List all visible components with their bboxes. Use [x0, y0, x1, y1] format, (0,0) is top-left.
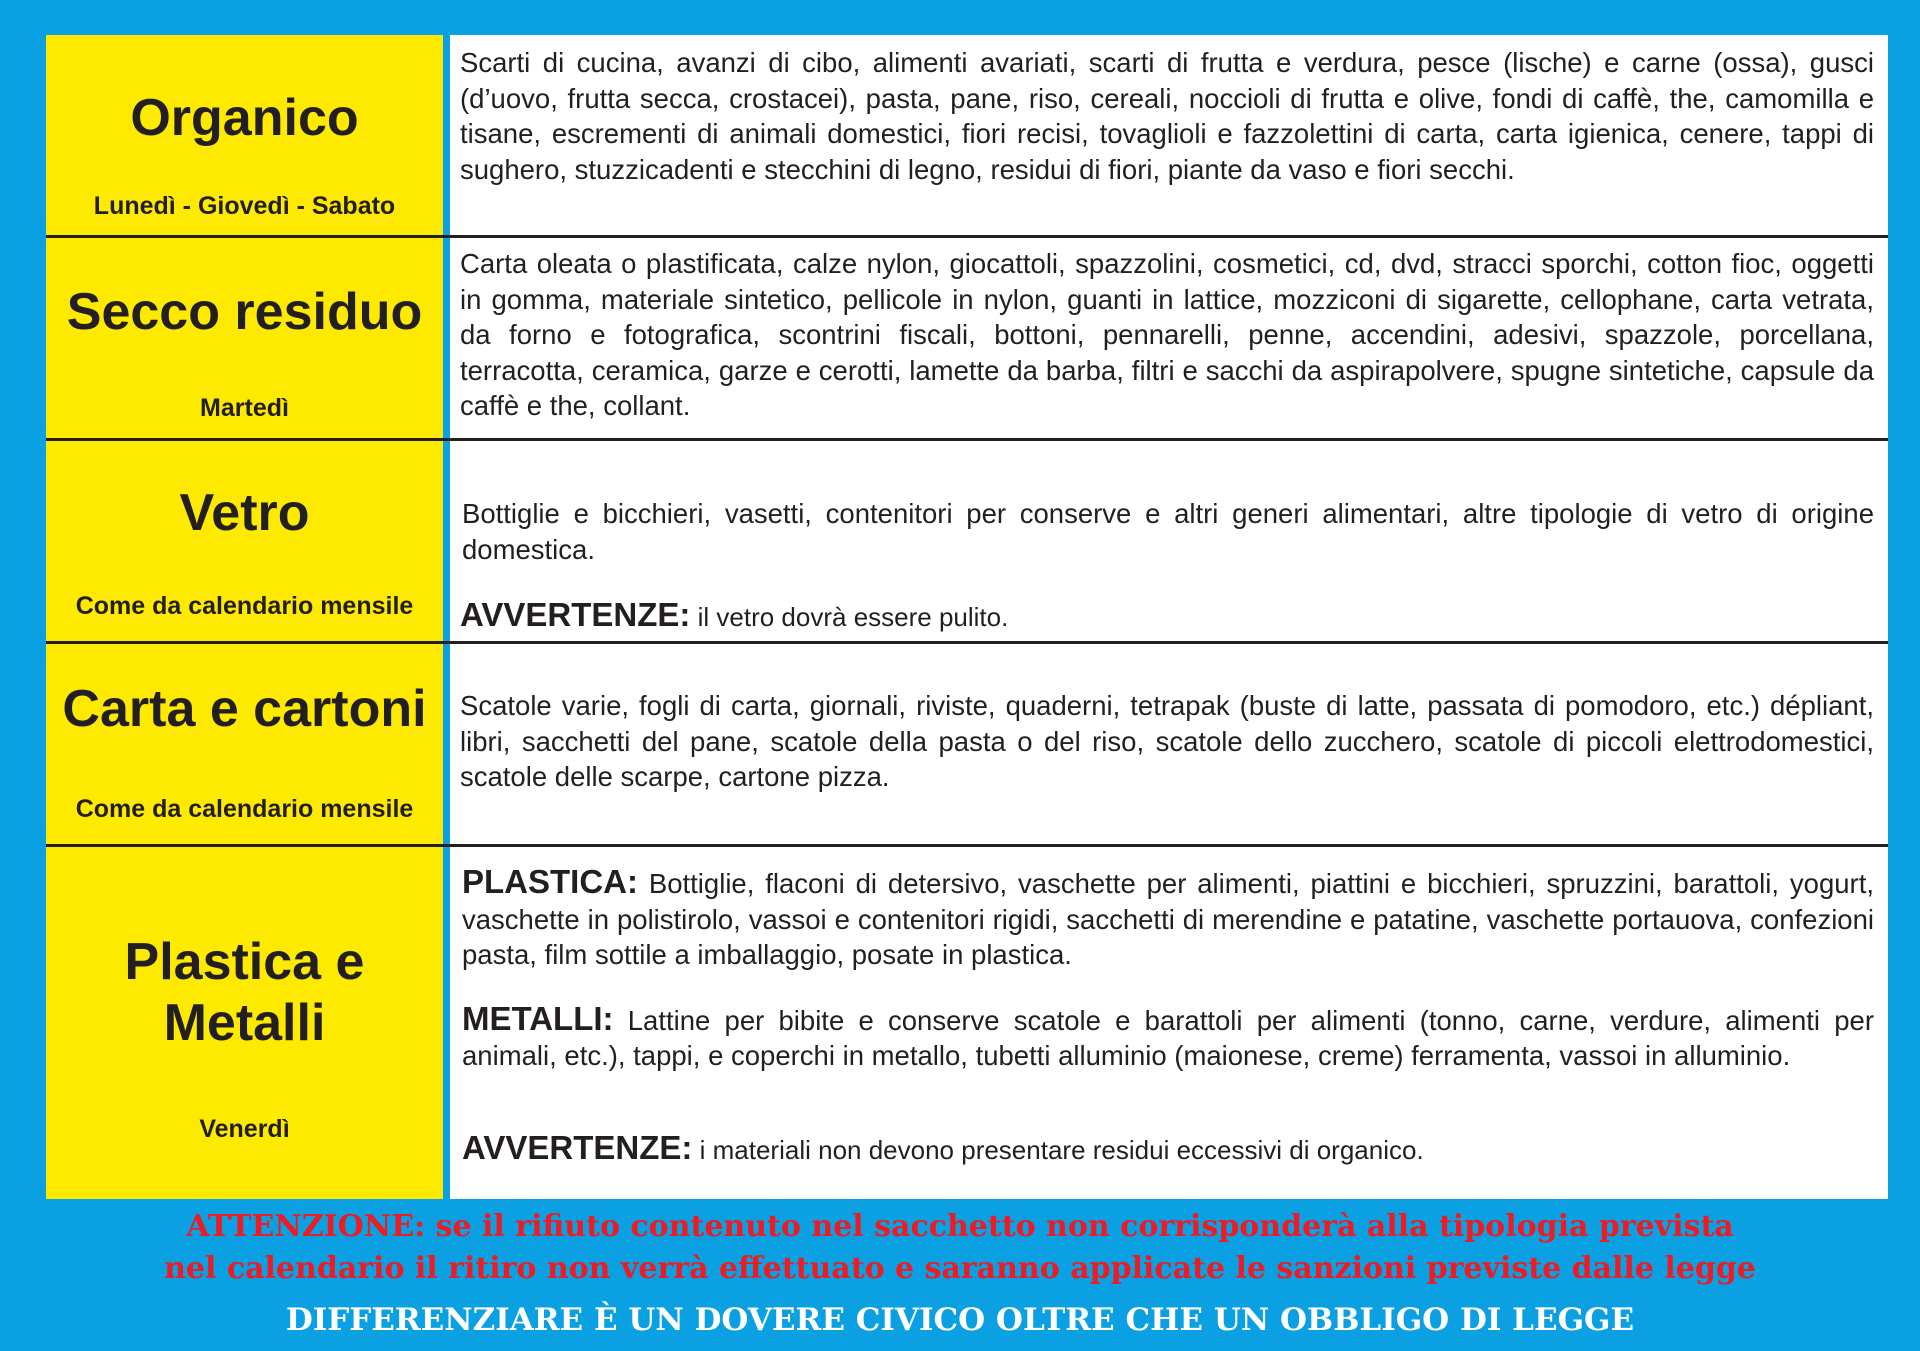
category-description: Scatole varie, fogli di carta, giornali, riviste, quaderni, tetrapak (buste di latte, passata di pomodoro, etc.) dépliant, libri, sacchetti del pane, scatole della pasta o del riso, scatole dello zucchero, scatole di piccoli elettrodomestici, scatole delle scarpe, cartone pizza.	[460, 690, 1874, 792]
category-content	[462, 847, 1874, 1199]
collection-day: Come da calendario mensile	[75, 592, 414, 620]
category-panel	[46, 238, 443, 438]
category-title: Carta e cartoni	[62, 680, 427, 738]
category-content	[460, 441, 1874, 641]
column-divider	[443, 644, 450, 844]
warning-label: AVVERTENZE:	[460, 596, 691, 633]
warning-text: i materiali non devono presentare residui eccessivi di organico.	[692, 1134, 1424, 1165]
column-divider	[443, 238, 450, 438]
column-divider	[443, 441, 450, 641]
warning-note	[462, 1130, 1874, 1169]
warning-note	[460, 597, 1874, 636]
collection-day: Venerdì	[199, 1115, 290, 1143]
plastica-label: PLASTICA:	[462, 863, 638, 900]
metalli-label: METALLI:	[462, 999, 614, 1037]
column-divider	[443, 847, 450, 1199]
row-vetro	[46, 441, 1888, 641]
attention-line-1: ATTENZIONE: se il rifiuto contenuto nel sacchetto non corrisponderà alla tipologia prevista	[186, 1209, 1734, 1244]
category-title: Organico	[130, 89, 359, 147]
row-organico	[46, 35, 1888, 235]
category-content	[460, 35, 1874, 235]
row-secco-residuo	[46, 238, 1888, 438]
category-description: Carta oleata o plastificata, calze nylon, giocattoli, spazzolini, cosmetici, cd, dvd, stracci sporchi, cotton fioc, oggetti in gomma, materiale sintetico, pellicole in nylon, guanti in lattice, mozziconi di sigarette, cellophane, carta vetrata, da forno e fotografica, scontrini fiscali, bottoni, pennarelli, penne, accendini, adesivi, spazzole, porcellana, terracotta, ceramica, garze e cerotti, lamette da barba, filtri e sacchi da aspirapolvere, spugne sintetiche, capsule da caffè e the, collant.	[460, 248, 1874, 421]
warning-text: il vetro dovrà essere pulito.	[690, 602, 1009, 632]
category-title: Vetro	[179, 484, 310, 542]
category-title-line1: Plastica e	[124, 933, 365, 991]
metalli-text: Lattine per bibite e conserve scatole e barattoli per alimenti (tonno, carne, verdure, alimenti per animali, etc.), tappi, e coperchi in metallo, tubetti alluminio (maionese, creme) ferramenta, vassoi in alluminio.	[462, 1004, 1874, 1071]
collection-day: Come da calendario mensile	[75, 795, 414, 823]
attention-line-2: nel calendario il ritiro non verrà effettuato e saranno applicate le sanzioni previste dalle legge	[164, 1251, 1756, 1286]
category-content	[460, 644, 1874, 844]
row-plastica-metalli	[46, 847, 1888, 1199]
category-panel	[46, 847, 443, 1199]
column-divider	[443, 35, 450, 235]
row-carta-cartoni	[46, 644, 1888, 844]
category-description: Bottiglie e bicchieri, vasetti, contenitori per conserve e altri generi alimentari, altre tipologie di vetro di origine domestica.	[462, 498, 1874, 565]
category-title: Secco residuo	[66, 283, 423, 341]
waste-schedule-table	[46, 35, 1888, 1199]
collection-day: Lunedì - Giovedì - Sabato	[93, 192, 396, 220]
warning-label: AVVERTENZE:	[462, 1128, 693, 1166]
metalli-description	[462, 1001, 1874, 1074]
category-panel	[46, 644, 443, 844]
category-content	[460, 238, 1874, 438]
plastica-description	[462, 864, 1874, 973]
civic-duty-banner: DIFFERENZIARE È UN DOVERE CIVICO OLTRE CHE UN OBBLIGO DI LEGGE	[285, 1302, 1635, 1338]
collection-day: Martedì	[200, 394, 289, 422]
category-panel	[46, 441, 443, 641]
category-panel	[46, 35, 443, 235]
plastica-text: Bottiglie, flaconi di detersivo, vaschette per alimenti, piattini e bicchieri, spruzzini, barattoli, yogurt, vaschette in polistirolo, vassoi e contenitori rigidi, sacchetti di merendine e patatine, vaschette portauova, confezioni pasta, film sottile a imballaggio, posate in plastica.	[462, 868, 1874, 970]
attention-notice	[0, 1206, 1920, 1290]
category-title-line2: Metalli	[163, 994, 326, 1052]
category-description: Scarti di cucina, avanzi di cibo, alimenti avariati, scarti di frutta e verdura, pesce (lische) e carne (ossa), gusci (d’uovo, frutta secca, crostacei), pasta, pane, riso, cereali, noccioli di frutta e olive, fondi di caffè, the, camomilla e tisane, escrementi di animali domestici, fiori recisi, tovaglioli e fazzolettini di carta, carta igienica, cenere, tappi di sughero, stuzzicadenti e stecchini di legno, residui di fiori, piante da vaso e fiori secchi.	[460, 47, 1874, 185]
